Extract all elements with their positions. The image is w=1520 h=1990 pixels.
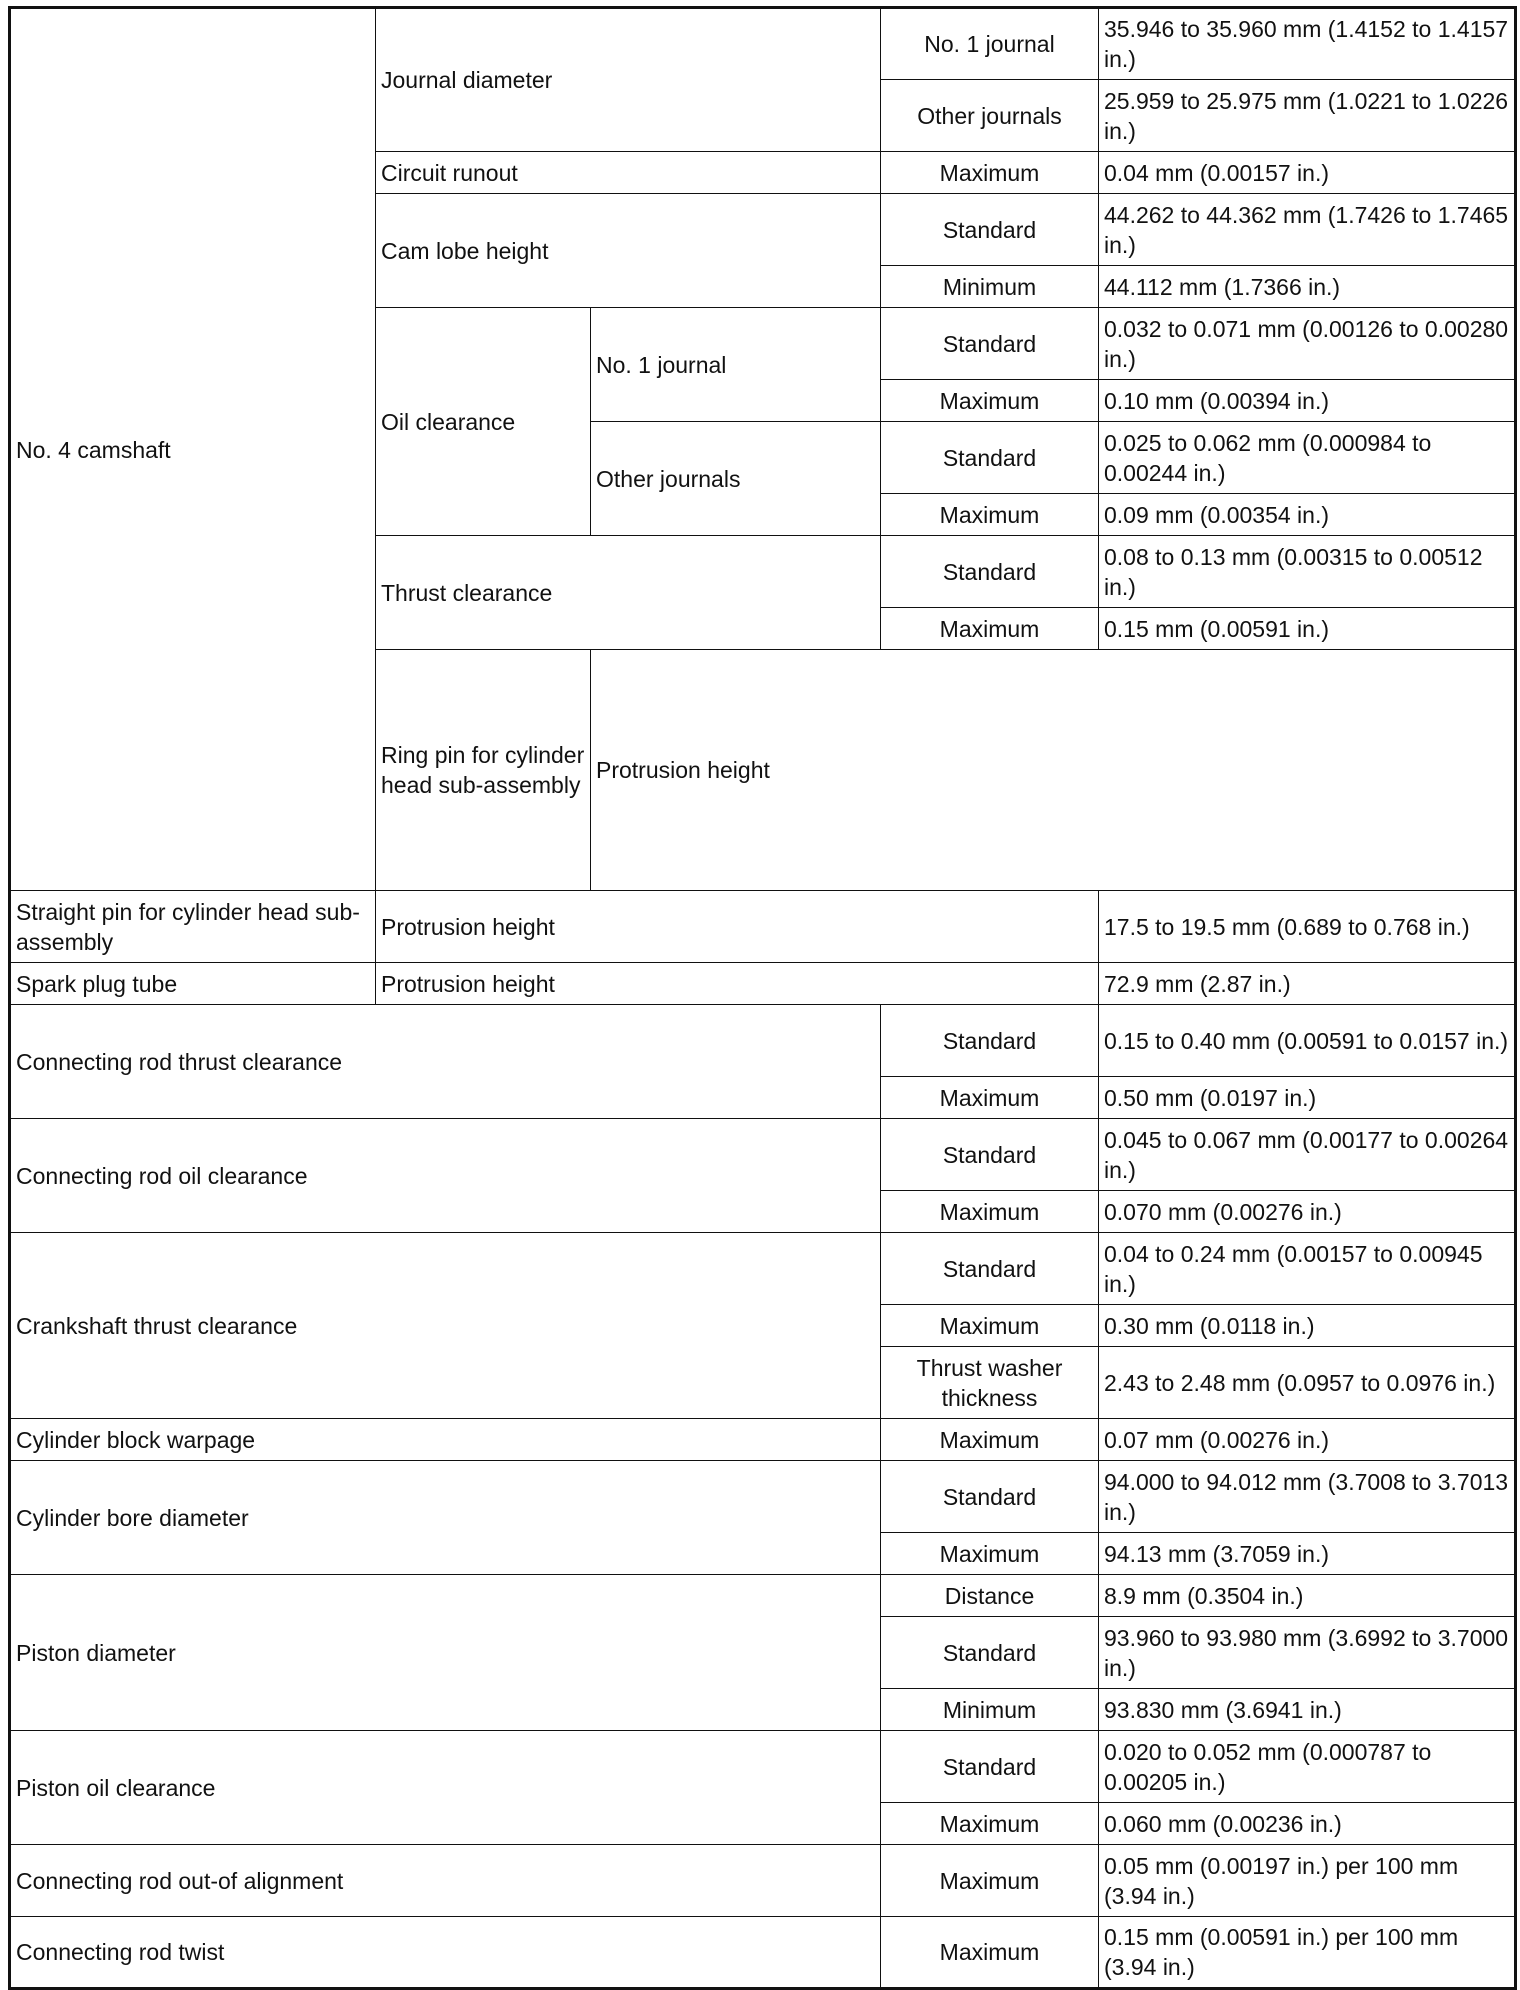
condition-label: Maximum — [881, 1419, 1099, 1461]
spec-value: 0.08 to 0.13 mm (0.00315 to 0.00512 in.) — [1099, 536, 1516, 608]
condition-label: Maximum — [881, 1077, 1099, 1119]
spec-value: 0.04 to 0.24 mm (0.00157 to 0.00945 in.) — [1099, 1233, 1516, 1305]
spec-value: 0.15 mm (0.00591 in.) — [1099, 608, 1516, 650]
spec-value: 2.43 to 2.48 mm (0.0957 to 0.0976 in.) — [1099, 1347, 1516, 1419]
table-row — [10, 1005, 1516, 1077]
parameter-label: Protrusion height — [376, 891, 1099, 963]
parameter-label: Journal diameter — [376, 8, 881, 152]
item-name: Connecting rod oil clearance — [10, 1119, 881, 1233]
spec-value: 0.15 to 0.40 mm (0.00591 to 0.0157 in.) — [1099, 1005, 1516, 1077]
spec-value: 0.50 mm (0.0197 in.) — [1099, 1077, 1516, 1119]
condition-label: Standard — [881, 1005, 1099, 1077]
spec-value: 0.10 mm (0.00394 in.) — [1099, 380, 1516, 422]
item-name: Connecting rod out-of alignment — [10, 1845, 881, 1917]
table-row — [10, 8, 1516, 80]
condition-label: Standard — [881, 1617, 1099, 1689]
spec-value: 0.032 to 0.071 mm (0.00126 to 0.00280 in.) — [1099, 308, 1516, 380]
spec-value: 0.07 mm (0.00276 in.) — [1099, 1419, 1516, 1461]
sub-parameter-label: No. 1 journal — [591, 308, 881, 422]
condition-label: Standard — [881, 422, 1099, 494]
spec-value: 0.30 mm (0.0118 in.) — [1099, 1305, 1516, 1347]
spec-value: 94.13 mm (3.7059 in.) — [1099, 1533, 1516, 1575]
condition-label: Standard — [881, 1461, 1099, 1533]
condition-label: Other journals — [881, 80, 1099, 152]
spec-value: 0.070 mm (0.00276 in.) — [1099, 1191, 1516, 1233]
condition-label: Maximum — [881, 1917, 1099, 1989]
condition-label: No. 1 journal — [881, 8, 1099, 80]
condition-label: Standard — [881, 1119, 1099, 1191]
item-name: No. 4 camshaft — [10, 8, 376, 891]
condition-label: Distance — [881, 1575, 1099, 1617]
spec-value: 72.9 mm (2.87 in.) — [1099, 963, 1516, 1005]
item-name: Piston diameter — [10, 1575, 881, 1731]
spec-value: 35.946 to 35.960 mm (1.4152 to 1.4157 in.) — [1099, 8, 1516, 80]
condition-label: Minimum — [881, 266, 1099, 308]
spec-value: 0.045 to 0.067 mm (0.00177 to 0.00264 in.) — [1099, 1119, 1516, 1191]
spec-value: 0.09 mm (0.00354 in.) — [1099, 494, 1516, 536]
spec-value: 0.025 to 0.062 mm (0.000984 to 0.00244 in.) — [1099, 422, 1516, 494]
parameter-label: Oil clearance — [376, 308, 591, 536]
item-name: Connecting rod thrust clearance — [10, 1005, 881, 1119]
item-name: Piston oil clearance — [10, 1731, 881, 1845]
condition-label: Maximum — [881, 1845, 1099, 1917]
item-name: Straight pin for cylinder head sub-assembly — [10, 891, 376, 963]
table-row — [10, 1731, 1516, 1803]
spec-value: 44.262 to 44.362 mm (1.7426 to 1.7465 in.) — [1099, 194, 1516, 266]
condition-label: Standard — [881, 194, 1099, 266]
spec-value: 0.15 mm (0.00591 in.) per 100 mm (3.94 in.) — [1099, 1917, 1516, 1989]
condition-label: Maximum — [881, 152, 1099, 194]
spec-value: 93.830 mm (3.6941 in.) — [1099, 1689, 1516, 1731]
table-row — [10, 1233, 1516, 1305]
spec-value: 8.9 mm (0.3504 in.) — [1099, 1575, 1516, 1617]
spec-value: 25.959 to 25.975 mm (1.0221 to 1.0226 in.) — [1099, 80, 1516, 152]
item-name: Spark plug tube — [10, 963, 376, 1005]
spec-value: 0.060 mm (0.00236 in.) — [1099, 1803, 1516, 1845]
table-row — [10, 1845, 1516, 1917]
condition-label: Maximum — [881, 380, 1099, 422]
item-name: Cylinder block warpage — [10, 1419, 881, 1461]
condition-label: Standard — [881, 1233, 1099, 1305]
specification-table — [8, 6, 1517, 1990]
spec-value: 93.960 to 93.980 mm (3.6992 to 3.7000 in.) — [1099, 1617, 1516, 1689]
sub-parameter-label: Other journals — [591, 422, 881, 536]
table-row — [10, 1419, 1516, 1461]
parameter-label: Thrust clearance — [376, 536, 881, 650]
spec-value: 44.112 mm (1.7366 in.) — [1099, 266, 1516, 308]
spec-value: 0.020 to 0.052 mm (0.000787 to 0.00205 in.) — [1099, 1731, 1516, 1803]
item-name: Cylinder bore diameter — [10, 1461, 881, 1575]
item-name: Connecting rod twist — [10, 1917, 881, 1989]
condition-label: Maximum — [881, 1191, 1099, 1233]
condition-label: Maximum — [881, 608, 1099, 650]
table-row — [10, 1575, 1516, 1617]
spec-value: 0.05 mm (0.00197 in.) per 100 mm (3.94 in.) — [1099, 1845, 1516, 1917]
parameter-label: Protrusion height — [376, 963, 1099, 1005]
condition-label: Standard — [881, 536, 1099, 608]
condition-label: Standard — [881, 1731, 1099, 1803]
condition-label: Maximum — [881, 494, 1099, 536]
condition-label: Thrust washer thickness — [881, 1347, 1099, 1419]
condition-label: Maximum — [881, 1305, 1099, 1347]
table-row — [10, 1917, 1516, 1989]
condition-label: Standard — [881, 308, 1099, 380]
spec-value: 17.5 to 19.5 mm (0.689 to 0.768 in.) — [1099, 891, 1516, 963]
table-row — [10, 891, 1516, 963]
spec-value: 94.000 to 94.012 mm (3.7008 to 3.7013 in.) — [1099, 1461, 1516, 1533]
item-name: Ring pin for cylinder head sub-assembly — [376, 650, 591, 891]
item-name: Crankshaft thrust clearance — [10, 1233, 881, 1419]
parameter-label: Cam lobe height — [376, 194, 881, 308]
condition-label: Minimum — [881, 1689, 1099, 1731]
table-row — [10, 1461, 1516, 1533]
parameter-label: Circuit runout — [376, 152, 881, 194]
table-row — [10, 963, 1516, 1005]
parameter-label: Protrusion height — [591, 650, 1516, 891]
table-row — [10, 1119, 1516, 1191]
condition-label: Maximum — [881, 1803, 1099, 1845]
spec-value: 0.04 mm (0.00157 in.) — [1099, 152, 1516, 194]
condition-label: Maximum — [881, 1533, 1099, 1575]
